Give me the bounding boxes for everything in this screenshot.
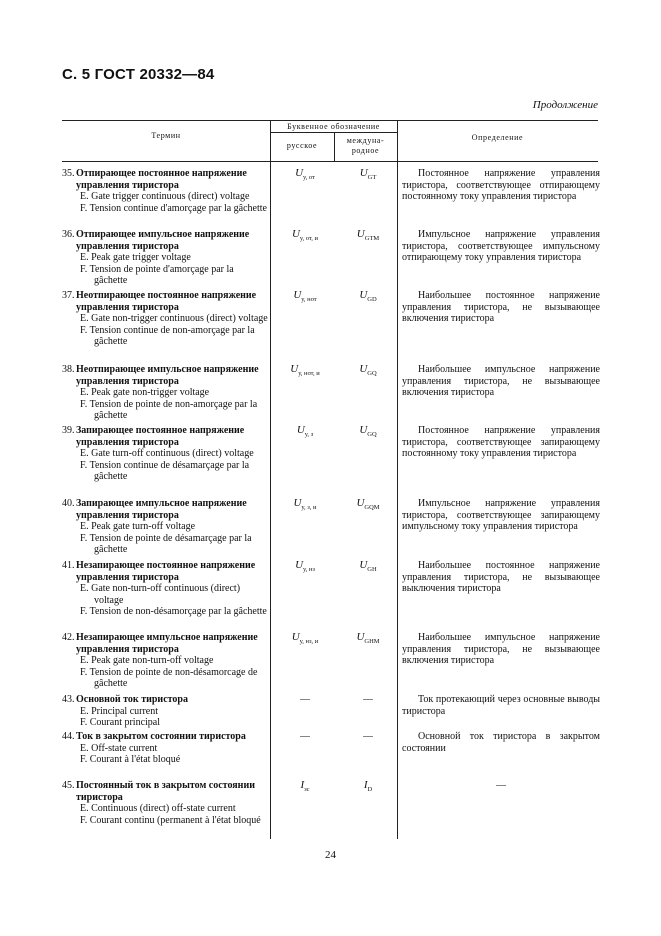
term-title: Отпирающее импульсное напряжение управления тиристора — [76, 229, 250, 252]
term-english: E. Gate trigger continuous (direct) voltage — [80, 191, 250, 202]
term-english: E. Gate non-turn-off continuous (direct) voltage — [80, 583, 241, 606]
russian-symbol — [278, 290, 332, 306]
header-international-line1: междуна- — [346, 136, 385, 145]
russian-symbol — [278, 694, 332, 710]
international-symbol-letter: U — [356, 497, 365, 509]
term-number: 45. — [62, 780, 75, 791]
term-number: 36. — [62, 229, 75, 240]
russian-symbol-subscript: у, нз — [303, 566, 315, 574]
international-symbol — [338, 731, 398, 747]
definition-text: Наибольшее импульсное напряжение управления тиристора, не вызывающее включения тиристора — [402, 632, 600, 666]
russian-symbol-subscript: у, нз, и — [299, 638, 319, 646]
term-english: E. Off-state current — [80, 742, 158, 754]
term-french: F. Tension de pointe de non-amorçage par la gâchette — [80, 398, 258, 421]
term-title: Неотпирающее импульсное напряжение управления тиристора — [76, 364, 259, 387]
international-symbol — [338, 290, 398, 306]
term-title: Незапирающее постоянное напряжение управления тиристора — [76, 560, 256, 583]
term-title: Незапирающее импульсное напряжение управления тиристора — [76, 632, 258, 655]
term-number: 43. — [62, 694, 75, 705]
international-symbol-subscript: GQM — [364, 504, 380, 512]
term-text — [76, 498, 268, 556]
international-symbol-subscript: GD — [367, 296, 377, 304]
term-french: F. Courant continu (permanent à l'état bloqué — [80, 814, 261, 826]
russian-symbol-subscript: у, з — [304, 431, 314, 439]
term-english: E. Peak gate turn-off voltage — [80, 521, 196, 532]
russian-symbol-subscript: у, нот — [301, 296, 317, 304]
term-text — [76, 694, 268, 729]
header-symbol: Буквенное обозначение — [287, 122, 380, 131]
term-text — [76, 290, 268, 348]
term-number: 41. — [62, 560, 75, 571]
russian-symbol — [278, 425, 332, 441]
term-french: F. Tension de pointe d'amorçage par la gâchette — [80, 263, 234, 286]
international-symbol-letter: U — [359, 559, 368, 571]
term-title: Неотпирающее постоянное напряжение управления тиристора — [76, 290, 257, 313]
header-international-line2: родное — [351, 146, 380, 155]
russian-symbol-letter: U — [295, 559, 304, 571]
definition-text: Наибольшее постоянное напряжение управления тиристора, не вызывающее выключения тиристора — [402, 560, 600, 594]
term-number: 39. — [62, 425, 75, 436]
definition-text: Наибольшее импульсное напряжение управления тиристора, не вызывающее включения тиристора — [402, 364, 600, 398]
definition-cell — [402, 780, 600, 792]
term-number: 38. — [62, 364, 75, 375]
russian-symbol-letter: U — [293, 289, 302, 301]
header-bottom-rule — [62, 161, 598, 162]
term-title: Постоянный ток в закрытом состоянии тиристора — [76, 780, 255, 803]
definition-text: — — [496, 780, 506, 791]
russian-symbol-subscript: у, з, и — [301, 504, 317, 512]
russian-symbol-letter: U — [291, 631, 300, 643]
term-number: 42. — [62, 632, 75, 643]
definition-text: Импульсное напряжение управления тиристора, соответствующее импульсному отпирающему току управления тиристора — [402, 229, 600, 263]
international-symbol — [338, 694, 398, 710]
term-english: E. Peak gate trigger voltage — [80, 252, 191, 263]
definition-text: Основной ток тиристора в закрытом состоянии — [402, 731, 600, 754]
international-symbol-letter: U — [359, 289, 368, 301]
term-title: Ток в закрытом состоянии тиристора — [76, 731, 246, 742]
page-number: 24 — [325, 849, 336, 861]
header-international — [334, 136, 397, 156]
international-symbol-subscript: GHM — [364, 638, 380, 646]
international-symbol — [338, 168, 398, 184]
term-text — [76, 780, 268, 826]
definition-cell — [402, 560, 600, 595]
definition-text: Импульсное напряжение управления тиристора, соответствующее запирающему импульсному току управления тиристора — [402, 498, 600, 532]
international-symbol — [338, 498, 398, 514]
international-symbol-letter: U — [359, 167, 368, 179]
international-symbol-letter: U — [356, 228, 365, 240]
russian-symbol — [278, 560, 332, 576]
international-symbol-subscript: GQ — [367, 431, 377, 439]
definition-cell — [402, 364, 600, 399]
russian-symbol-subscript: у, от, и — [299, 235, 319, 243]
international-symbol — [338, 560, 398, 576]
term-english: E. Principal current — [80, 705, 159, 717]
russian-symbol — [278, 731, 332, 747]
international-symbol — [338, 364, 398, 380]
international-symbol-letter: I — [363, 779, 368, 791]
definition-cell — [402, 290, 600, 325]
russian-symbol — [278, 632, 332, 648]
russian-symbol-letter: U — [290, 363, 299, 375]
international-symbol-letter: — — [363, 730, 373, 742]
header-term: Термин — [151, 131, 181, 140]
term-column-divider — [270, 161, 271, 839]
russian-symbol-letter: I — [300, 779, 305, 791]
russian-symbol — [278, 229, 332, 245]
term-text — [76, 364, 268, 422]
international-symbol-letter: U — [359, 363, 368, 375]
russian-symbol-letter: — — [300, 693, 310, 705]
definition-cell — [402, 425, 600, 460]
term-english: E. Peak gate non-turn-off voltage — [80, 655, 214, 666]
russian-symbol-letter: U — [291, 228, 300, 240]
document-header: С. 5 ГОСТ 20332—84 — [62, 66, 215, 83]
term-title: Запирающее импульсное напряжение управления тиристора — [76, 498, 247, 521]
international-symbol-letter: U — [359, 424, 368, 436]
russian-symbol-subscript: у, от — [303, 174, 315, 182]
term-text — [76, 168, 268, 214]
term-number: 37. — [62, 290, 75, 301]
russian-symbol-subscript: зс — [304, 786, 310, 794]
definition-cell — [402, 731, 600, 754]
international-symbol-subscript: GT — [367, 174, 377, 182]
term-french: F. Tension de non-désamorçage par la gâchette — [80, 606, 267, 617]
international-symbol-letter: — — [363, 693, 373, 705]
term-french: F. Tension continue de désamarçage par la gâchette — [80, 459, 250, 482]
term-french: F. Tension de pointe de désamarçage par la gâchette — [80, 532, 252, 555]
term-english: E. Gate turn-off continuous (direct) voltage — [80, 448, 254, 459]
russian-symbol-letter: U — [295, 167, 304, 179]
russian-symbol — [278, 780, 332, 796]
russian-symbol — [278, 168, 332, 184]
definition-cell — [402, 694, 600, 717]
term-french: F. Courant principal — [80, 717, 161, 728]
definition-text: Наибольшее постоянное напряжение управления тиристора, не вызывающее включения тиристора — [402, 290, 600, 324]
term-english: E. Gate non-trigger continuous (direct) voltage — [80, 313, 268, 324]
definition-cell — [402, 229, 600, 264]
term-french: F. Courant à l'état bloqué — [80, 754, 181, 765]
table-top-rule — [62, 120, 598, 121]
term-title: Отпирающее постоянное напряжение управления тиристора — [76, 168, 247, 191]
continuation-label: Продолжение — [532, 99, 598, 111]
international-symbol-subscript: GQ — [367, 370, 377, 378]
russian-symbol-letter: U — [296, 424, 305, 436]
international-symbol — [338, 229, 398, 245]
definition-text: Ток протекающий через основные выводы тиристора — [402, 694, 600, 717]
russian-symbol-subscript: у, нот, и — [298, 370, 320, 378]
term-text — [76, 425, 268, 483]
header-definition: Определение — [471, 133, 524, 142]
russian-symbol — [278, 498, 332, 514]
international-symbol — [338, 425, 398, 441]
term-text — [76, 632, 268, 690]
international-symbol — [338, 780, 398, 796]
term-number: 35. — [62, 168, 75, 179]
term-french: F. Tension continue d'amorçage par la gâchette — [80, 202, 267, 214]
international-symbol-subscript: D — [367, 786, 373, 794]
russian-symbol-letter: U — [293, 497, 302, 509]
term-french: F. Tension de pointe de non-désamorcage de gâchette — [80, 666, 258, 689]
definition-text: Постоянное напряжение управления тиристора, соответствующее отпирающему постоянному току управления тиристора — [402, 168, 600, 202]
international-symbol-subscript: GH — [367, 566, 377, 574]
term-french: F. Tension continue de non-amorçage par la gâchette — [80, 324, 255, 347]
term-text — [76, 731, 268, 766]
definition-cell — [402, 498, 600, 533]
header-russian: русское — [286, 141, 318, 150]
definition-cell — [402, 632, 600, 667]
term-title: Запирающее постоянное напряжение управления тиристора — [76, 425, 245, 448]
international-symbol-subscript: GTM — [364, 235, 380, 243]
term-number: 40. — [62, 498, 75, 509]
international-symbol-letter: U — [356, 631, 365, 643]
russian-symbol — [278, 364, 332, 380]
term-english: E. Peak gate non-trigger voltage — [80, 387, 210, 398]
international-symbol — [338, 632, 398, 648]
term-text — [76, 560, 268, 618]
definition-text: Постоянное напряжение управления тиристора, соответствующее запирающему постоянному току управления тиристора — [402, 425, 600, 459]
term-english: E. Continuous (direct) off-state current — [80, 803, 236, 814]
definition-cell — [402, 168, 600, 203]
term-text — [76, 229, 268, 287]
russian-symbol-letter: — — [300, 730, 310, 742]
term-number: 44. — [62, 731, 75, 742]
term-title: Основной ток тиристора — [76, 694, 188, 705]
